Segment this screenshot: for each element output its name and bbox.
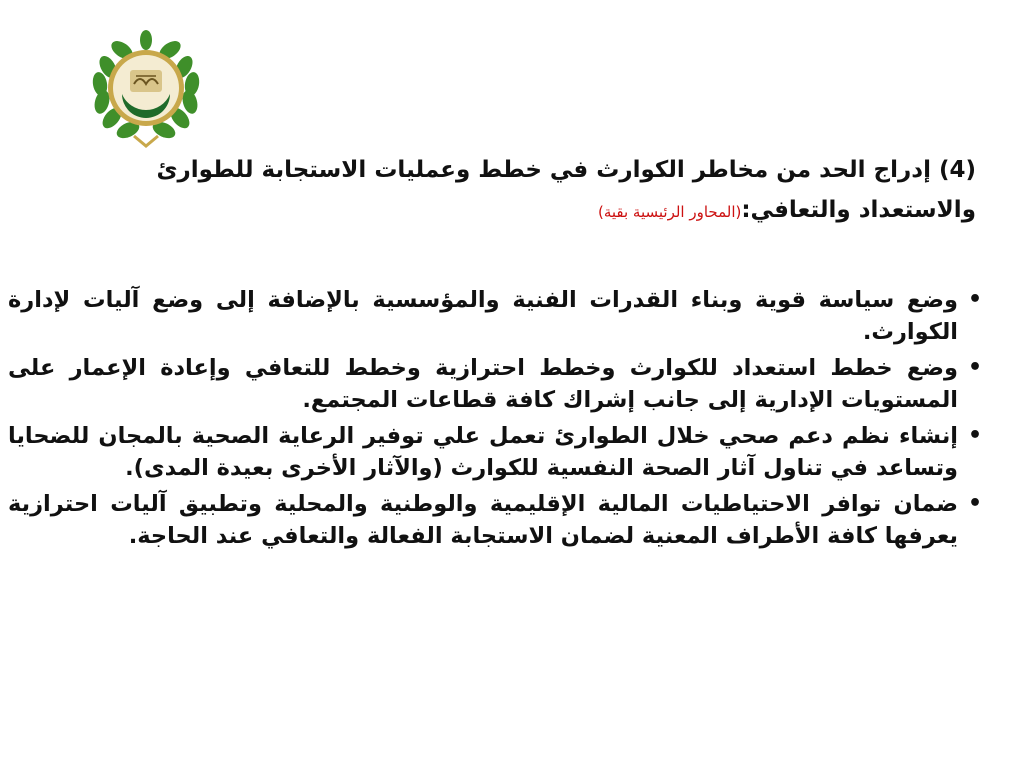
bullet-list	[8, 284, 986, 556]
arab-league-emblem-icon	[86, 22, 206, 152]
heading-line-2-text: والاستعداد والتعافي:	[741, 197, 976, 223]
bullet-item: • ضمان توافر الاحتياطيات المالية الإقليمية والوطنية والمحلية وتطبيق آليات احترازية يعرفها كافة الأطراف المعنية لضمان الاستجابة الفعالة والتعافي عند الحاجة.	[8, 488, 958, 552]
heading-note: (المحاور الرئيسية بقية)	[597, 203, 742, 221]
heading-line-1: (4) إدراج الحد من مخاطر الكوارث في خطط وعمليات الاستجابة للطوارئ	[156, 157, 976, 183]
emblem-graphic	[86, 22, 206, 152]
bullet-item: • وضع خطط استعداد للكوارث وخطط احترازية وخطط للتعافي وإعادة الإعمار على المستويات الإدارية إلى جانب إشراك كافة قطاعات المجتمع.	[8, 352, 958, 416]
slide-heading	[76, 150, 976, 232]
heading-line-2	[76, 190, 976, 232]
bullet-item: • وضع سياسة قوية وبناء القدرات الفنية والمؤسسية بالإضافة إلى وضع آليات لإدارة الكوارث.	[8, 284, 958, 348]
bullet-item: • إنشاء نظم دعم صحي خلال الطوارئ تعمل علي توفير الرعاية الصحية بالمجان للضحايا وتساعد في تناول آثار الصحة النفسية للكوارث (والآثار الأخرى بعيدة المدى).	[8, 420, 958, 484]
